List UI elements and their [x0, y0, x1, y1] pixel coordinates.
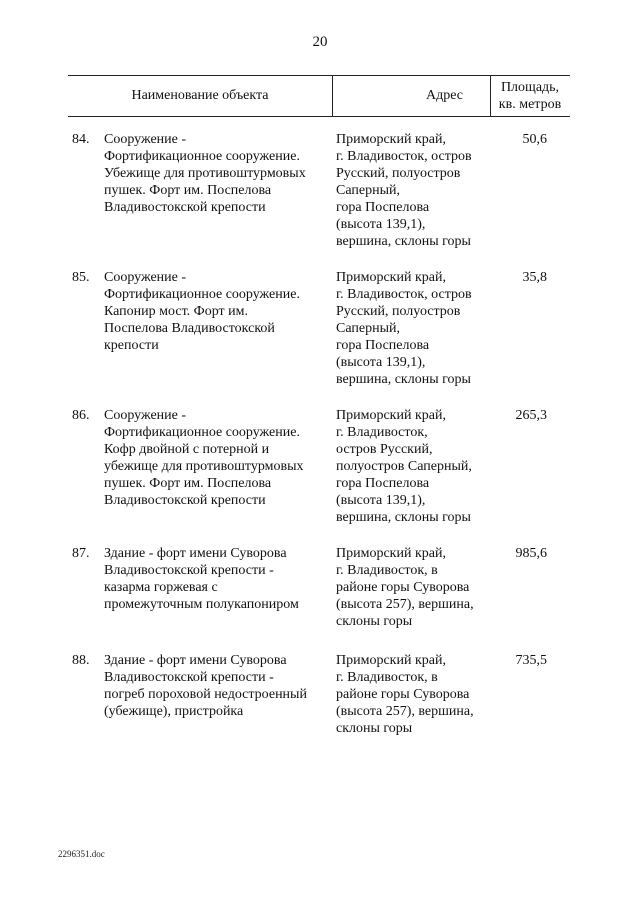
- object-address-line: вершина, склоны горы: [336, 234, 471, 249]
- row-number: 84.: [72, 132, 90, 147]
- document-id: 2296351.doc: [58, 849, 105, 859]
- object-name: [104, 131, 330, 216]
- object-address-line: районе горы Суворова: [336, 580, 470, 595]
- table-row: [0, 131, 640, 269]
- object-name: [104, 269, 330, 354]
- object-name-line: казарма горжевая с: [104, 580, 218, 595]
- object-name-line: Владивостокской крепости: [104, 493, 266, 508]
- object-area: 265,3: [515, 408, 547, 423]
- object-address-line: Приморский край,: [336, 132, 446, 147]
- object-address-line: Приморский край,: [336, 270, 446, 285]
- header-area: [490, 79, 570, 113]
- object-address-line: (высота 257), вершина,: [336, 704, 474, 719]
- object-name: [104, 652, 330, 720]
- object-name-line: Поспелова Владивостокской: [104, 321, 275, 336]
- object-address-line: г. Владивосток, в: [336, 563, 438, 578]
- object-name-line: убежище для противоштурмовых: [104, 459, 304, 474]
- object-address-line: (высота 257), вершина,: [336, 597, 474, 612]
- object-area: 35,8: [522, 270, 547, 285]
- object-name-line: Убежище для противоштурмовых: [104, 166, 306, 181]
- object-address: [336, 269, 494, 388]
- object-name-line: Сооружение -: [104, 408, 187, 423]
- object-address-line: гора Поспелова: [336, 476, 430, 491]
- object-address-line: г. Владивосток, остров: [336, 149, 472, 164]
- object-address-line: (высота 139,1),: [336, 217, 426, 232]
- table-row: [0, 269, 640, 407]
- object-name-line: крепости: [104, 338, 159, 353]
- object-address-line: вершина, склоны горы: [336, 510, 471, 525]
- page-number: 20: [312, 34, 328, 50]
- object-name-line: промежуточным полукапониром: [104, 597, 299, 612]
- table-row: [0, 545, 640, 652]
- object-address: [336, 131, 494, 250]
- object-address: [336, 407, 494, 526]
- object-name-line: Владивостокской крепости: [104, 200, 266, 215]
- object-address-line: Русский, полуостров: [336, 166, 461, 181]
- table-body: [0, 131, 640, 790]
- object-name-line: Владивостокской крепости -: [104, 563, 274, 578]
- object-address-line: вершина, склоны горы: [336, 372, 471, 387]
- header-name: Наименование объекта: [131, 88, 269, 103]
- object-name-line: пушек. Форт им. Поспелова: [104, 476, 272, 491]
- object-address-line: Приморский край,: [336, 653, 446, 668]
- object-address-line: Саперный,: [336, 321, 400, 336]
- header-area-line: Площадь,: [500, 80, 560, 95]
- object-address-line: полуостров Саперный,: [336, 459, 472, 474]
- table-header: [68, 75, 570, 117]
- object-name-line: Фортификационное сооружение.: [104, 149, 300, 164]
- object-address-line: г. Владивосток,: [336, 425, 428, 440]
- object-address-line: (высота 139,1),: [336, 355, 426, 370]
- object-area: 735,5: [515, 653, 547, 668]
- object-area: 50,6: [522, 132, 547, 147]
- object-name-line: пушек. Форт им. Поспелова: [104, 183, 272, 198]
- header-address: Адрес: [425, 88, 463, 103]
- object-name-line: Фортификационное сооружение.: [104, 287, 300, 302]
- object-name-line: Здание - форт имени Суворова: [104, 546, 287, 561]
- object-name-line: Фортификационное сооружение.: [104, 425, 300, 440]
- object-address-line: гора Поспелова: [336, 200, 430, 215]
- object-address-line: склоны горы: [336, 614, 413, 629]
- object-address-line: г. Владивосток, остров: [336, 287, 472, 302]
- row-number: 87.: [72, 546, 90, 561]
- object-address-line: гора Поспелова: [336, 338, 430, 353]
- row-number: 85.: [72, 270, 90, 285]
- object-address: [336, 652, 494, 737]
- row-number: 86.: [72, 408, 90, 423]
- object-name: [104, 407, 330, 509]
- table-row: [0, 407, 640, 545]
- object-name-line: Кофр двойной с потерной и: [104, 442, 270, 457]
- object-name-line: Капонир мост. Форт им.: [104, 304, 248, 319]
- object-address-line: Русский, полуостров: [336, 304, 461, 319]
- object-name-line: Сооружение -: [104, 132, 187, 147]
- object-name-line: Здание - форт имени Суворова: [104, 653, 287, 668]
- object-area: 985,6: [515, 546, 547, 561]
- object-address-line: районе горы Суворова: [336, 687, 470, 702]
- object-name-line: Сооружение -: [104, 270, 187, 285]
- header-area-line: кв. метров: [498, 97, 562, 112]
- object-name: [104, 545, 330, 613]
- object-address: [336, 545, 494, 630]
- object-name-line: (убежище), пристройка: [104, 704, 244, 719]
- object-address-line: склоны горы: [336, 721, 413, 736]
- object-address-line: г. Владивосток, в: [336, 670, 438, 685]
- object-name-line: погреб пороховой недостроенный: [104, 687, 307, 702]
- object-address-line: Саперный,: [336, 183, 400, 198]
- object-address-line: Приморский край,: [336, 408, 446, 423]
- table-row: [0, 652, 640, 790]
- object-address-line: остров Русский,: [336, 442, 433, 457]
- row-number: 88.: [72, 653, 90, 668]
- object-name-line: Владивостокской крепости -: [104, 670, 274, 685]
- object-address-line: (высота 139,1),: [336, 493, 426, 508]
- object-address-line: Приморский край,: [336, 546, 446, 561]
